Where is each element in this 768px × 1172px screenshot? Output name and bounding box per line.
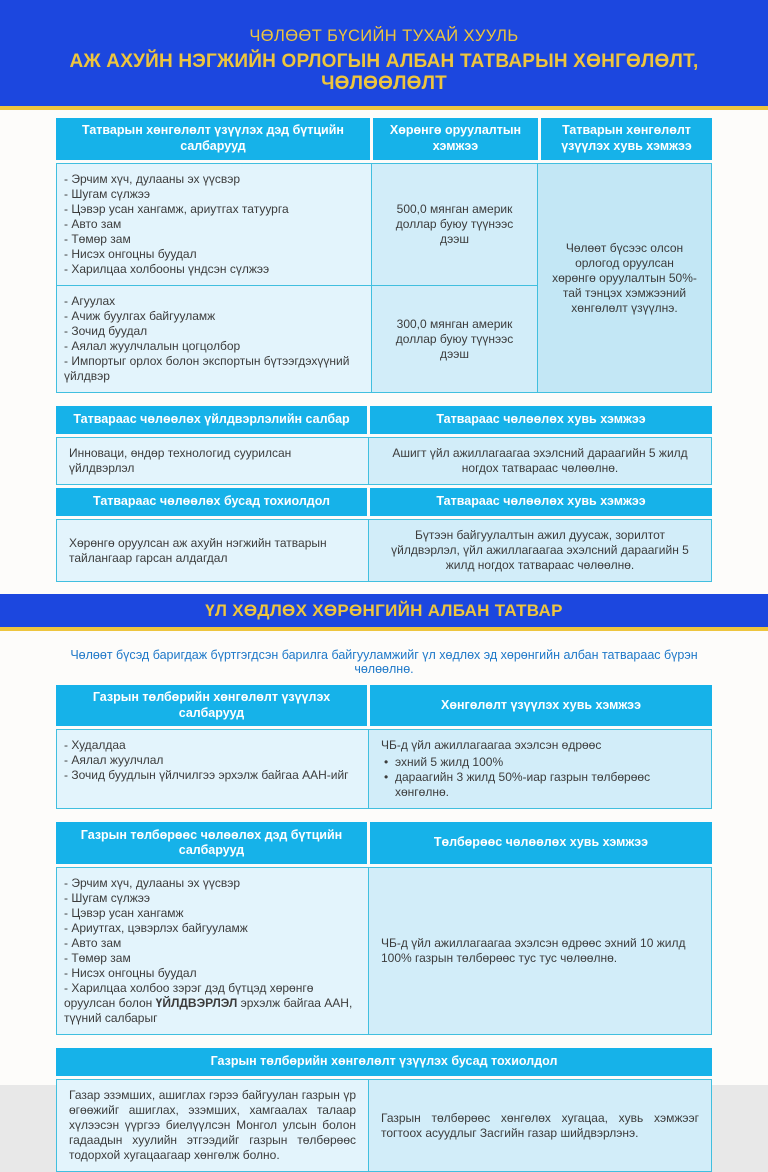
sector-item: - Аялал жуулчлал [64, 753, 360, 768]
income-tax-table-header-row [56, 118, 712, 160]
other-exemption-body [56, 519, 712, 582]
production-exemption-body [56, 437, 712, 485]
land-fee-other-header-row [56, 1048, 712, 1076]
sector-item: - Аялал жуулчлалын цогцолбор [64, 339, 363, 354]
sector-item: - Зочид буудлын үйлчилгээ эрхэлж байгаа ААН-ийг [64, 768, 360, 783]
land-fee-exemption-body [56, 867, 712, 1035]
benefit-item: • эхний 5 жилд 100% [381, 755, 699, 770]
property-tax-title: ҮЛ ХӨДЛӨХ ХӨРӨНГИЙН АЛБАН ТАТВАР [205, 601, 563, 620]
sector-item: - Төмөр зам [64, 951, 360, 966]
column-header-production-sector: Татвараас чөлөөлөх үйлдвэрлэлийн салбар [56, 406, 367, 434]
sector-item: - Төмөр зам [64, 232, 363, 247]
investment-amount-cell: 500,0 мянган америк доллар буюу түүнээс дээш [372, 164, 537, 285]
land-fee-discount-header-row [56, 685, 712, 726]
investment-amount-cell: 300,0 мянган америк доллар буюу түүнээс дээш [372, 286, 537, 392]
sector-item: - Зочид буудал [64, 324, 363, 339]
production-benefit-cell: Ашигт үйл ажиллагаагаа эхэлсний дараагийн 5 жилд ногдох татвараас чөлөөлнө. [369, 438, 711, 484]
sector-item: - Цэвэр усан хангамж [64, 906, 360, 921]
decision-text: Газрын төлбөрөөс хөнгөлөх хугацаа, хувь хэмжээг тогтоох асуудлыг Засгийн газар шийдвэрлэнэ. [381, 1110, 699, 1140]
sector-item-composite [64, 981, 360, 1026]
sector-item: - Нисэх онгоцны буудал [64, 966, 360, 981]
column-header-exemption-rate: Татвараас чөлөөлөх хувь хэмжээ [370, 406, 712, 434]
law-title: ЧӨЛӨӨТ БҮСИЙН ТУХАЙ ХУУЛЬ [249, 27, 519, 45]
production-sector-cell: Инноваци, өндөр технологид суурилсан үйлдвэрлэл [57, 438, 368, 484]
sector-text-suffix: эрхэлж байгаа ААН, түүний салбарыг [64, 996, 353, 1026]
sector-item: - Ачиж буулгах байгууламж [64, 309, 363, 324]
fee-exemption-benefit-cell [369, 868, 711, 1034]
sector-list [64, 738, 360, 783]
income-tax-table [56, 118, 712, 393]
land-fee-other-body [56, 1079, 712, 1172]
sector-list-cell [57, 164, 371, 285]
other-exemption-header-row [56, 488, 712, 516]
column-header-fee-exemption-rate: Төлбөрөөс чөлөөлөх хувь хэмжээ [370, 822, 712, 864]
land-fee-discount-table [56, 685, 712, 809]
column-header-discount-rate: Хөнгөлөлт үзүүлэх хувь хэмжээ [370, 685, 712, 726]
property-tax-section [0, 631, 768, 1172]
land-fee-exemption-table [56, 822, 712, 1035]
sector-item: - Шугам сүлжээ [64, 187, 363, 202]
benefit-text: ЧБ-д үйл ажиллагаагаа эхэлсэн өдрөөс эхний 10 жилд 100% газрын төлбөрөөс тус тус чөлөөлнө. [381, 936, 686, 966]
sector-list [64, 172, 363, 277]
production-exemption-header-row [56, 406, 712, 434]
content-area [0, 110, 768, 582]
case-text: Газар эзэмших, ашиглах гэрээ байгуулан газрын үр өгөөжийг ашиглах, эзэмших, хамгаалах талаар хүлээсэн үүргээ биелүүлсэн Монгол улсын болон гадаадын хуулийн этгээдийг газрын төлбөрөөс тодорхой хугацаагаар хөнгөлж болно. [69, 1088, 356, 1163]
income-tax-table-body [56, 163, 712, 393]
sector-item: - Авто зам [64, 936, 360, 951]
sector-list-cell [57, 286, 371, 392]
sector-item: - Цэвэр усан хангамж, ариутгах татуурга [64, 202, 363, 217]
production-exemption-table [56, 406, 712, 582]
property-tax-band [0, 594, 768, 631]
infra-sector-list-cell [57, 868, 368, 1034]
sector-item: - Шугам сүлжээ [64, 891, 360, 906]
sector-text-bold: ҮЙЛДВЭРЛЭЛ [155, 996, 238, 1011]
sector-item: - Нисэх онгоцны буудал [64, 247, 363, 262]
sector-item: - Худалдаа [64, 738, 360, 753]
column-header-other-land-cases: Газрын төлбөрийн хөнгөлөлт үзүүлэх бусад тохиолдол [56, 1048, 712, 1076]
benefit-intro: ЧБ-д үйл ажиллагаагаа эхэлсэн өдрөөс [381, 738, 602, 753]
other-case-cell: Хөрөнгө оруулсан аж ахуйн нэгжийн татварын тайлангаар гарсан алдагдал [57, 520, 368, 581]
page-title: АЖ АХУЙН НЭГЖИЙН ОРЛОГЫН АЛБАН ТАТВАРЫН ХӨНГӨЛӨЛТ, ЧӨЛӨӨЛӨЛТ [69, 51, 699, 94]
other-land-case-cell [57, 1080, 368, 1171]
sector-text-prefix: Харилцаа холбоо зэрэг дэд бүтцэд хөрөнгө оруулсан болон [64, 981, 314, 1011]
column-header-other-cases: Татвараас чөлөөлөх бусад тохиолдол [56, 488, 367, 516]
sector-item: - Эрчим хүч, дулааны эх үүсвэр [64, 876, 360, 891]
column-header-sectors: Татварын хөнгөлөлт үзүүлэх дэд бүтцийн салбарууд [56, 118, 370, 160]
column-header-benefit: Татварын хөнгөлөлт үзүүлэх хувь хэмжээ [541, 118, 712, 160]
sector-item: - Импортыг орлох болон экспортын бүтээгдэхүүний үйлдвэр [64, 354, 363, 384]
column-header-investment: Хөрөнгө оруулалтын хэмжээ [373, 118, 538, 160]
sector-item: - Авто зам [64, 217, 363, 232]
land-fee-exemption-header-row [56, 822, 712, 864]
land-fee-other-table [56, 1048, 712, 1172]
benefit-list [381, 755, 699, 800]
sector-list [64, 294, 363, 384]
column-header-infra-sectors: Газрын төлбөрөөс чөлөөлөх дэд бүтцийн салбарууд [56, 822, 367, 864]
sector-item: - Ариутгах, цэвэрлэх байгууламж [64, 921, 360, 936]
tax-benefit-cell: Чөлөөт бүсээс олсон орлогод оруулсан хөрөнгө оруулалтын 50%-тай тэнцэх хэмжээний хөнгөлөлт үзүүлнэ. [538, 164, 711, 392]
sector-item: - Эрчим хүч, дулааны эх үүсвэр [64, 172, 363, 187]
property-tax-intro: Чөлөөт бүсэд баригдаж бүртгэгдсэн барилга байгууламжийг үл хөдлөх эд хөрөнгийн албан татвараас бүрэн чөлөөлнө. [70, 648, 698, 676]
title-band [0, 0, 768, 110]
land-fee-discount-body [56, 729, 712, 809]
sector-item: - Агуулах [64, 294, 363, 309]
land-sector-list-cell [57, 730, 368, 808]
column-header-land-sectors: Газрын төлбөрийн хөнгөлөлт үзүүлэх салбарууд [56, 685, 367, 726]
benefit-text [381, 738, 699, 800]
other-benefit-cell: Бүтээн байгуулалтын ажил дуусаж, зорилтот үйлдвэрлэл, үйл ажиллагаагаа эхэлсний дараагийн 5 жилд ногдох татвараас чөлөөлнө. [369, 520, 711, 581]
column-header-exemption-rate: Татвараас чөлөөлөх хувь хэмжээ [370, 488, 712, 516]
land-discount-benefit-cell [369, 730, 711, 808]
sector-list [64, 876, 360, 981]
sector-item: - Харилцаа холбооны үндсэн сүлжээ [64, 262, 363, 277]
benefit-item: • дараагийн 3 жилд 50%-иар газрын төлбөрөөс хөнгөлнө. [381, 770, 699, 800]
other-land-decision-cell [369, 1080, 711, 1171]
